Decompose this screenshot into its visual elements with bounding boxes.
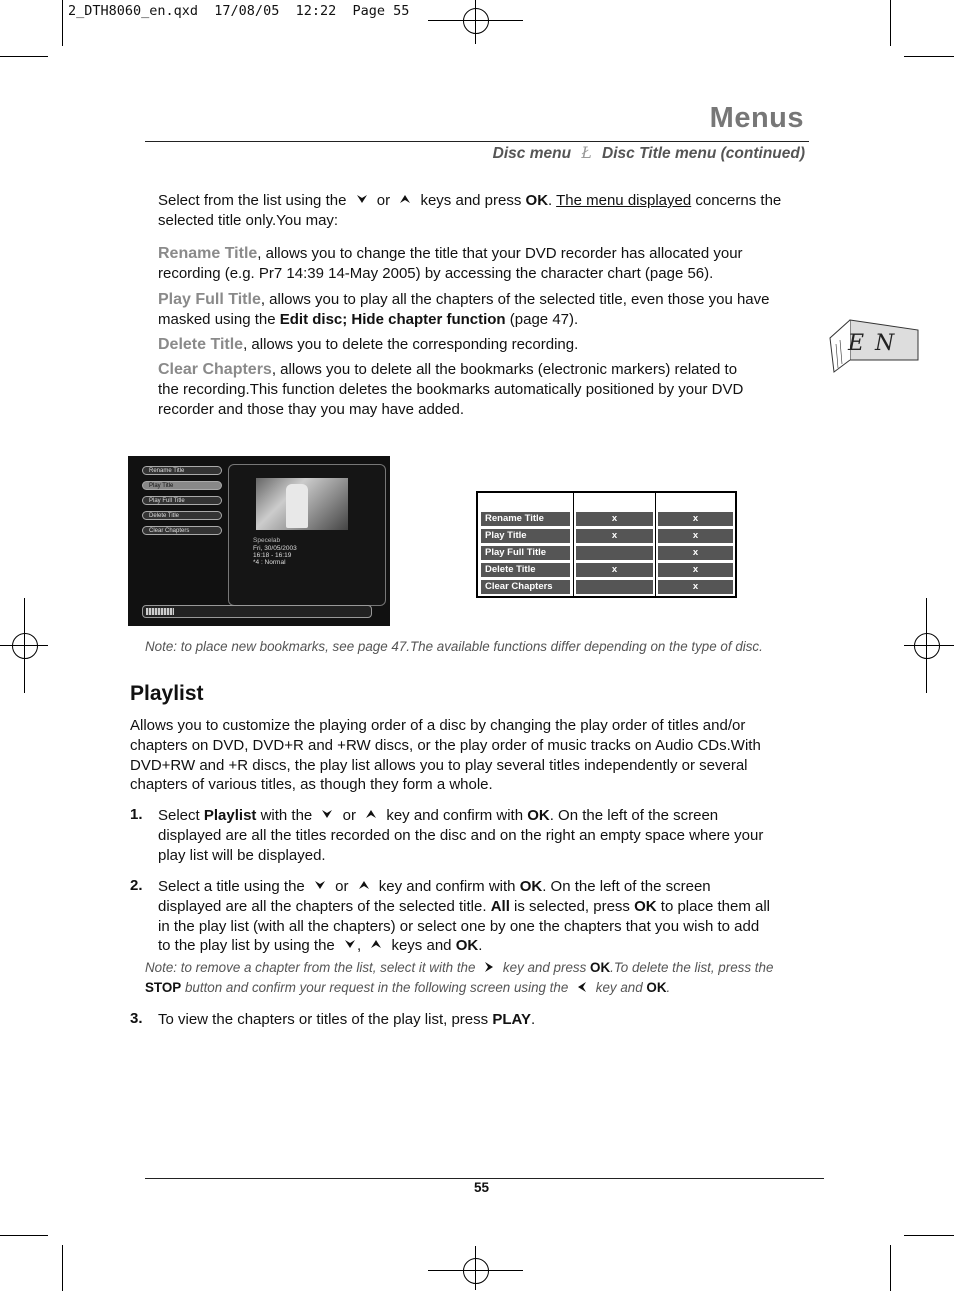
- text: ,: [356, 937, 362, 954]
- section-title: Menus: [709, 102, 804, 134]
- crop-mark: [0, 1235, 48, 1236]
- table-divider: [655, 493, 656, 596]
- key-ok: OK: [590, 960, 611, 975]
- function-name: Edit disc; Hide chapter function: [279, 311, 506, 328]
- tv-thumbnail: [256, 478, 348, 530]
- text: .: [530, 1011, 536, 1028]
- section-subtitle: [493, 144, 805, 163]
- subtitle-left: Disc menu: [492, 145, 572, 162]
- key-ok: OK: [455, 937, 479, 954]
- clear-chapters-line-3: recorder and those thay you may have added.: [158, 401, 465, 418]
- rename-title-line-1: [158, 244, 743, 264]
- key-ok: OK: [634, 898, 657, 915]
- arrow-up-icon: [358, 877, 370, 897]
- arrow-down-icon: [356, 191, 368, 211]
- language-tab: [828, 318, 920, 374]
- tv-info-line: Specelab: [253, 537, 281, 544]
- text: key and press: [502, 960, 587, 975]
- text: key and: [595, 980, 643, 995]
- table-cell-mark: x: [658, 546, 733, 560]
- text: , allows you to delete the corresponding recording.: [243, 336, 579, 353]
- table-cell-mark: x: [658, 512, 733, 526]
- tv-info-line: *4 : Normal: [253, 559, 286, 566]
- text: Select a title using the: [158, 878, 305, 895]
- step-2-line-4: [158, 936, 482, 956]
- arrow-left-icon: [576, 981, 588, 996]
- text: to the play list by using the: [158, 937, 335, 954]
- playlist-intro-line: DVD+RW and +R discs, the play list allows you to play several titles independently or several: [130, 757, 748, 774]
- table-cell-mark: x: [658, 580, 733, 594]
- play-full-title-line-1: [158, 290, 769, 310]
- clear-chapters-line-1: [158, 360, 737, 380]
- table-cell-mark: x: [658, 563, 733, 577]
- step-2-line-1: [158, 877, 711, 897]
- text: masked using the: [158, 311, 276, 328]
- step-number: 3.: [130, 1010, 143, 1027]
- step-1-line-1: [158, 806, 718, 826]
- menu-name: Playlist: [203, 807, 257, 824]
- playlist-note-line-2: [145, 980, 670, 996]
- term-clear-chapters: Clear Chapters: [158, 361, 272, 378]
- table-row-label: Play Title: [481, 529, 570, 543]
- tv-info-line: Fri, 30/05/2003: [253, 545, 297, 552]
- print-slug: 2_DTH8060_en.qxd 17/08/05 12:22 Page 55: [68, 3, 410, 19]
- rename-title-line-2: recording (e.g. Pr7 14:39 14-May 2005) by accessing the character chart (page 56).: [158, 265, 714, 282]
- table-cell-mark: [576, 580, 653, 594]
- table-cell-mark: x: [576, 512, 653, 526]
- playlist-intro-line: chapters of various titles, as though they form a whole.: [130, 776, 493, 793]
- text: keys and press: [420, 192, 522, 209]
- table-cell-mark: [576, 546, 653, 560]
- playlist-heading: Playlist: [130, 682, 204, 705]
- tv-menu-item: Delete Title: [142, 511, 222, 520]
- text: , allows you to play all the chapters of the selected title, even those you have: [260, 291, 770, 308]
- arrow-up-icon: [370, 936, 382, 956]
- arrow-up-icon: [399, 191, 411, 211]
- table-row-label: Delete Title: [481, 563, 570, 577]
- language-code: E N: [848, 331, 897, 356]
- text: or: [376, 192, 391, 209]
- intro-line-2: selected title only.You may:: [158, 212, 339, 229]
- text: with the: [260, 807, 313, 824]
- subtitle-right: Disc Title menu (continued): [602, 145, 805, 162]
- page-number: 55: [474, 1180, 490, 1195]
- intro-line-1: [158, 191, 781, 211]
- header-rule: [145, 141, 809, 142]
- playlist-intro-line: Allows you to customize the playing order of a disc by changing the play order of titles and/or: [130, 717, 746, 734]
- step-number: 1.: [130, 806, 143, 823]
- step-1-line-3: play list will be displayed.: [158, 847, 326, 864]
- clear-chapters-line-2: the recording.This function deletes the bookmarks automatically positioned by your DVD: [158, 381, 744, 398]
- step-1-line-2: displayed are all the titles recorded on the disc and on the right an empty space where your: [158, 827, 764, 844]
- table-row-label: Clear Chapters: [481, 580, 570, 594]
- text: displayed are all the chapters of the selected title.: [158, 898, 487, 915]
- key-play: PLAY: [492, 1011, 531, 1028]
- table-cell-mark: x: [576, 563, 653, 577]
- functions-table: [476, 491, 737, 598]
- text: or: [342, 807, 356, 824]
- step-number: 2.: [130, 877, 143, 894]
- tv-progress-bar: [142, 605, 372, 618]
- menu-displayed-link: The menu displayed: [556, 192, 692, 209]
- subtitle-separator: Ł: [581, 144, 592, 162]
- text: Note: to remove a chapter from the list, select it with the: [145, 960, 476, 975]
- text: .To delete the list, press the: [610, 960, 774, 975]
- key-stop: STOP: [145, 980, 182, 995]
- term-rename-title: Rename Title: [158, 245, 258, 262]
- text: key and confirm with: [386, 807, 524, 824]
- text: .: [666, 980, 671, 995]
- crop-mark: [904, 1235, 954, 1236]
- text: button and confirm your request in the following screen using the: [184, 980, 569, 995]
- text: keys and: [391, 937, 452, 954]
- text: .: [548, 192, 553, 209]
- arrow-up-icon: [365, 806, 377, 826]
- bookmarks-note: Note: to place new bookmarks, see page 47.The available functions differ depending on the type of disc.: [145, 639, 763, 654]
- crop-mark: [62, 0, 63, 46]
- text: key and confirm with: [378, 878, 516, 895]
- playlist-intro-line: chapters on DVD, DVD+R and +RW discs, or the play order of music tracks on Audio CDs.With: [130, 737, 761, 754]
- crop-mark: [0, 56, 48, 57]
- text: . On the left of the screen: [549, 807, 719, 824]
- playlist-note-line-1: [145, 960, 773, 976]
- step-3-line: [158, 1010, 535, 1030]
- step-2-line-2: [158, 897, 770, 917]
- key-ok: OK: [519, 878, 543, 895]
- arrow-down-icon: [314, 877, 326, 897]
- text: Select: [158, 807, 200, 824]
- text: to place them all: [660, 898, 771, 915]
- crop-mark: [890, 1245, 891, 1291]
- tv-menu-item: Clear Chapters: [142, 526, 222, 535]
- arrow-down-icon: [344, 936, 356, 956]
- table-row-label: Rename Title: [481, 512, 570, 526]
- tv-menu-item: Play Full Title: [142, 496, 222, 505]
- text: is selected, press: [514, 898, 630, 915]
- table-row-label: Play Full Title: [481, 546, 570, 560]
- crop-mark: [62, 1245, 63, 1291]
- table-cell-mark: x: [658, 529, 733, 543]
- tv-info-line: 16:18 - 16:19: [253, 552, 292, 559]
- text: To view the chapters or titles of the play list, press: [158, 1011, 489, 1028]
- key-ok: OK: [525, 192, 549, 209]
- text: concerns the: [695, 192, 782, 209]
- play-full-title-line-2: [158, 310, 578, 330]
- text: Select from the list using the: [158, 192, 347, 209]
- tv-menu-item-selected: Play Title: [142, 481, 222, 490]
- arrow-right-icon: [483, 961, 495, 976]
- text: .: [478, 937, 483, 954]
- key-ok: OK: [646, 980, 667, 995]
- text: (page 47).: [509, 311, 579, 328]
- table-divider: [573, 493, 574, 596]
- text: , allows you to change the title that your DVD recorder has allocated your: [257, 245, 743, 262]
- text: . On the left of the screen: [542, 878, 711, 895]
- term-delete-title: Delete Title: [158, 336, 244, 353]
- arrow-down-icon: [321, 806, 333, 826]
- tv-thumbnail-figure: [286, 484, 308, 528]
- crop-mark: [904, 56, 954, 57]
- text: , allows you to delete all the bookmarks (electronic markers) related to: [271, 361, 738, 378]
- key-ok: OK: [527, 807, 550, 824]
- term-play-full-title: Play Full Title: [158, 291, 261, 308]
- option-all: All: [490, 898, 510, 915]
- crop-mark: [890, 0, 891, 46]
- step-2-line-3: in the play list (with all the chapters) or select one by one the chapters that you wish to add: [158, 918, 760, 935]
- footer-rule: [145, 1178, 824, 1179]
- tv-progress-fill: [146, 608, 174, 615]
- tv-menu-item: Rename Title: [142, 466, 222, 475]
- text: or: [335, 878, 349, 895]
- table-cell-mark: x: [576, 529, 653, 543]
- delete-title-line: [158, 335, 578, 355]
- tv-screen-capture: [128, 456, 390, 626]
